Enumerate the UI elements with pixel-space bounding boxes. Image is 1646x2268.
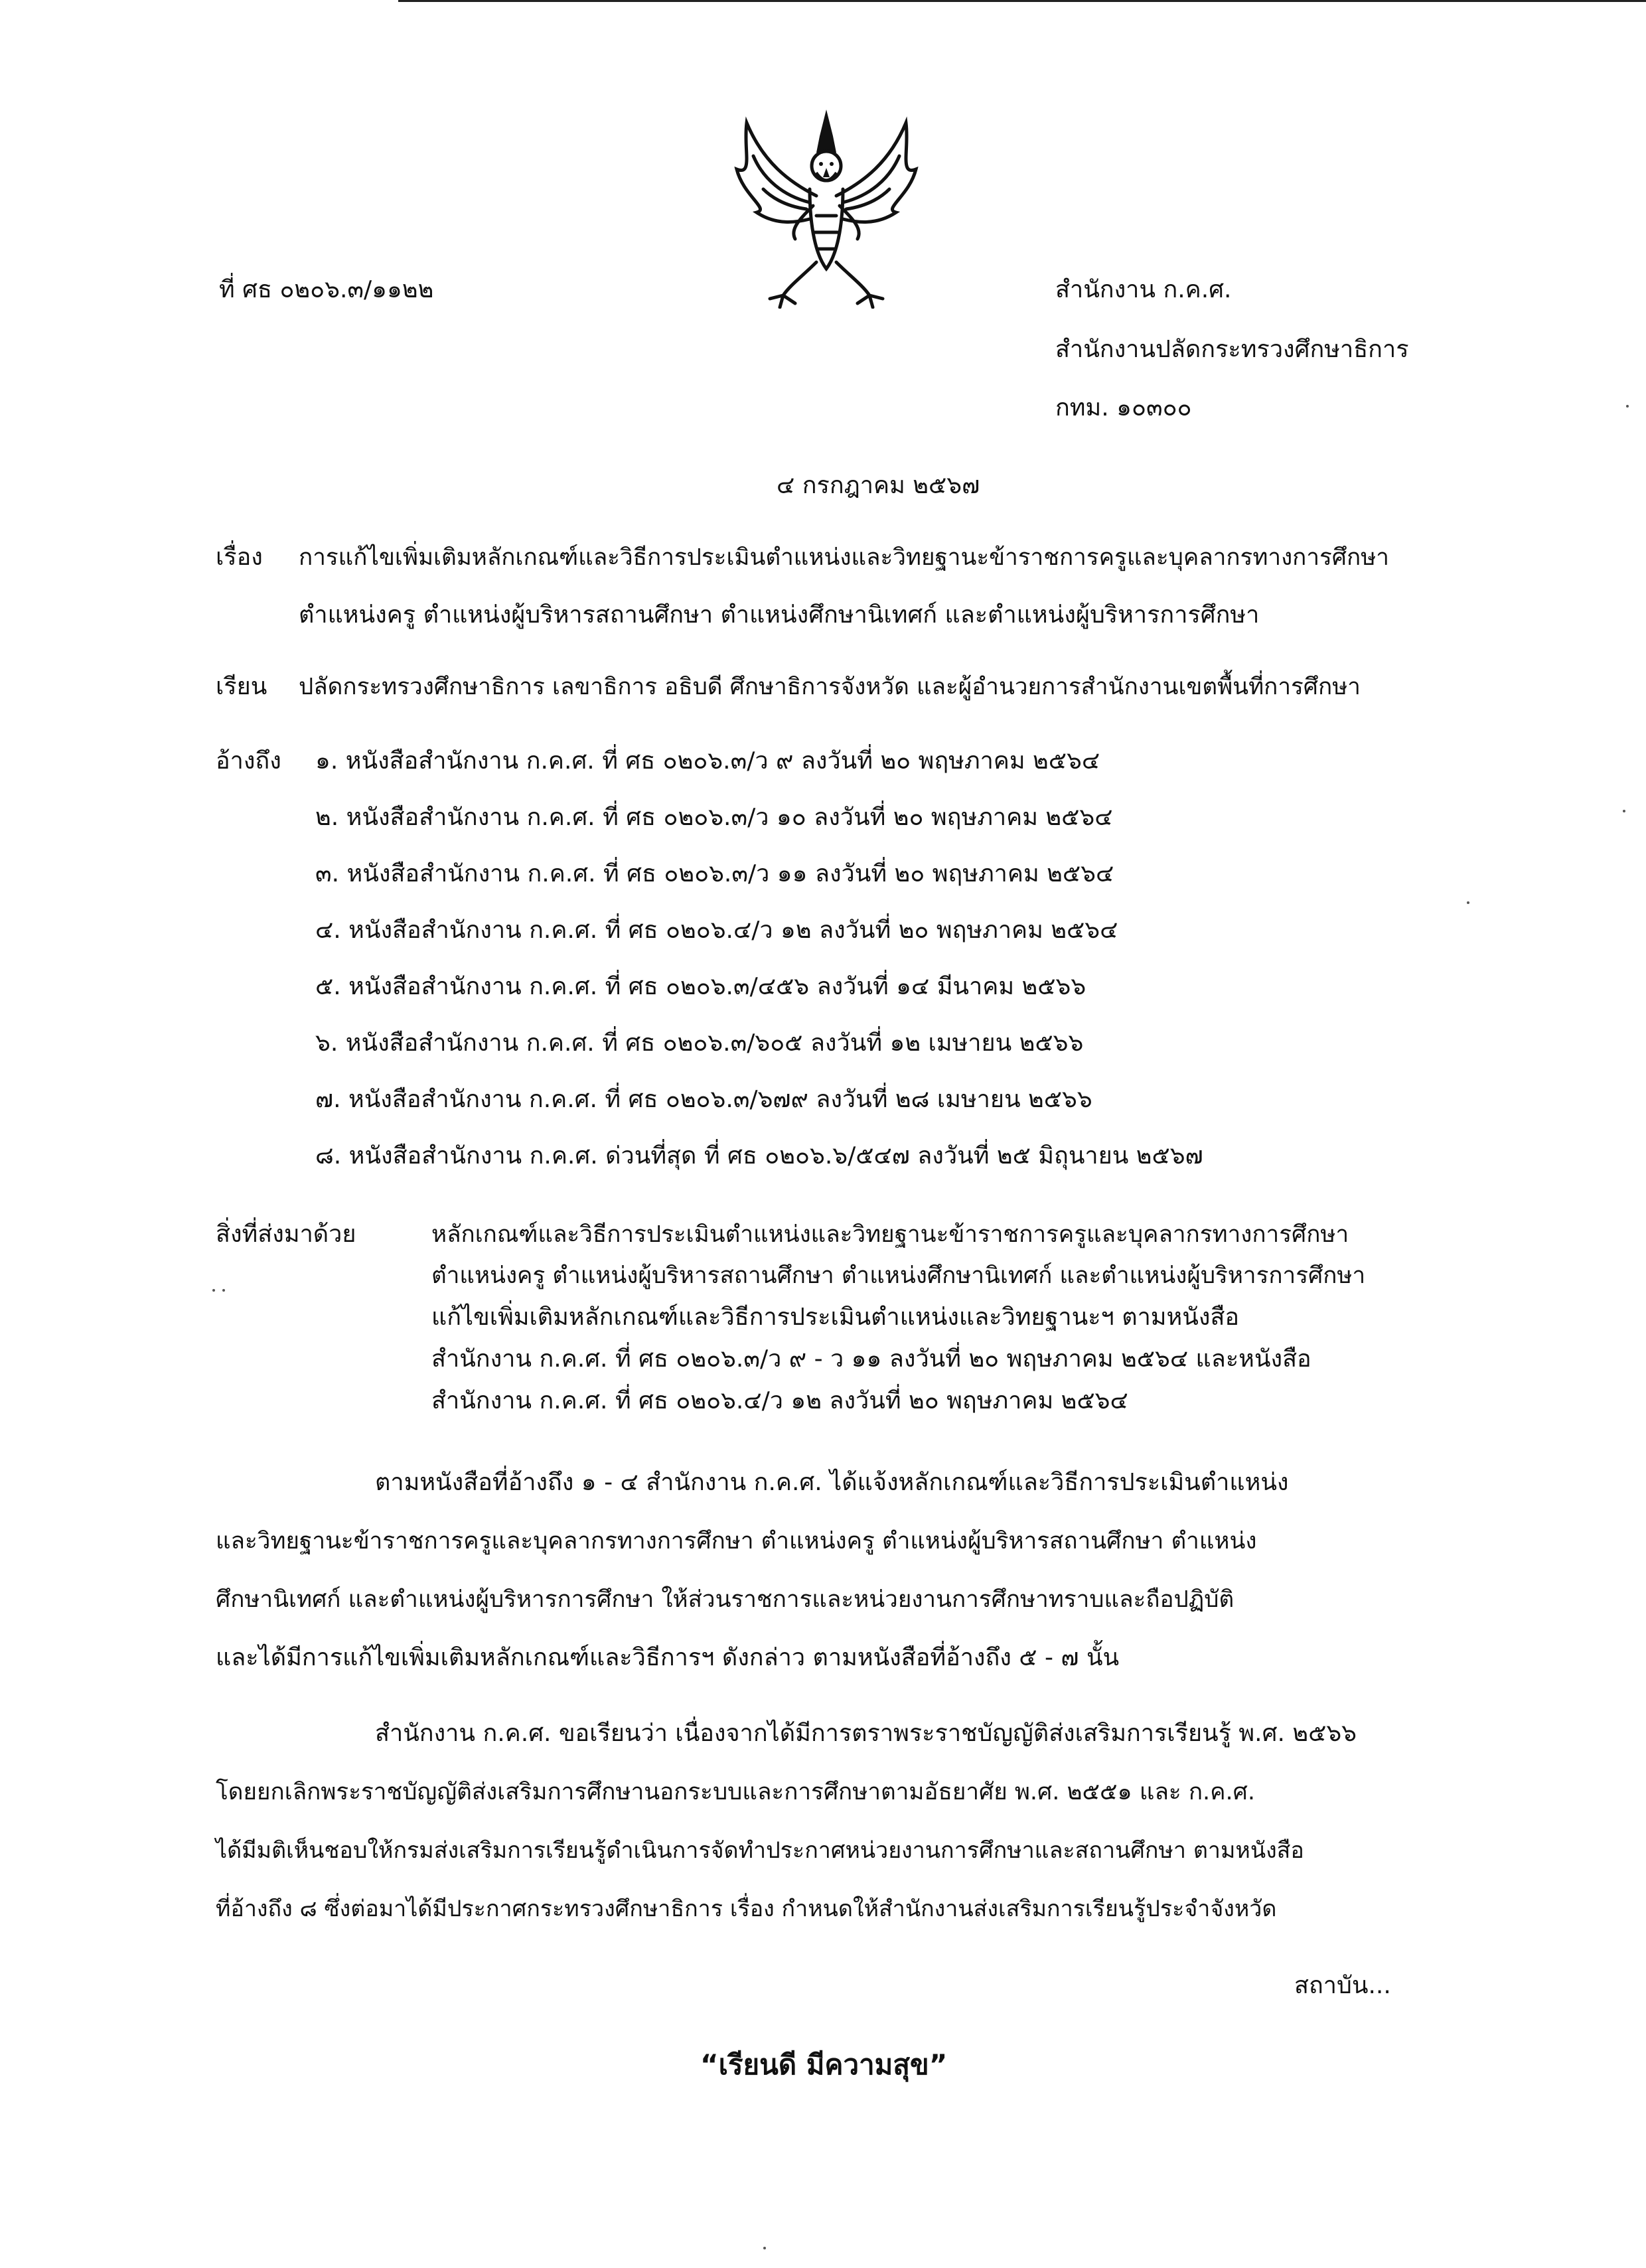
subject-label: เรื่อง	[216, 544, 263, 571]
addressee: ปลัดกระทรวงศึกษาธิการ เลขาธิการ อธิบดี ศึกษาธิการจังหวัด และผู้อำนวยการสำนักงานเขตพื้นที่การศึกษา	[299, 674, 1361, 700]
sender-office: สำนักงาน ก.ค.ศ.	[1055, 276, 1232, 303]
enclosure-line: หลักเกณฑ์และวิธีการประเมินตำแหน่งและวิทยฐานะข้าราชการครูและบุคลากรทางการศึกษา	[431, 1221, 1349, 1248]
body-paragraph-1-line: และได้มีการแก้ไขเพิ่มเติมหลักเกณฑ์และวิธีการฯ ดังกล่าว ตามหนังสือที่อ้างถึง ๕ - ๗ นั้น	[216, 1644, 1120, 1671]
top-border-line	[398, 0, 1646, 2]
reference-item: ๘. หนังสือสำนักงาน ก.ค.ศ. ด่วนที่สุด ที่ ศธ ๐๒๐๖.๖/๕๔๗ ลงวันที่ ๒๕ มิถุนายน ๒๕๖๗	[315, 1142, 1203, 1170]
document-number: ที่ ศธ ๐๒๐๖.๓/๑๑๒๒	[219, 276, 434, 303]
enclosure-line: สำนักงาน ก.ค.ศ. ที่ ศธ ๐๒๐๖.๔/ว ๑๒ ลงวันที่ ๒๐ พฤษภาคม ๒๕๖๔	[431, 1387, 1128, 1414]
scan-speck	[1626, 405, 1629, 408]
scan-speck	[1623, 810, 1625, 812]
reference-item: ๓. หนังสือสำนักงาน ก.ค.ศ. ที่ ศธ ๐๒๐๖.๓/ว ๑๑ ลงวันที่ ๒๐ พฤษภาคม ๒๕๖๔	[315, 860, 1114, 887]
slogan: “เรียนดี มีความสุข”	[700, 2048, 948, 2081]
enclosure-label: สิ่งที่ส่งมาด้วย	[216, 1221, 356, 1248]
subject-line-2: ตำแหน่งครู ตำแหน่งผู้บริหารสถานศึกษา ตำแหน่งศึกษานิเทศก์ และตำแหน่งผู้บริหารการศึกษา	[299, 601, 1260, 629]
sender-agency: สำนักงานปลัดกระทรวงศึกษาธิการ	[1055, 336, 1409, 363]
body-paragraph-2-line: ที่อ้างถึง ๘ ซึ่งต่อมาได้มีประกาศกระทรวงศึกษาธิการ เรื่อง กำหนดให้สำนักงานส่งเสริมการเรียนรู้ประจำจังหวัด	[216, 1896, 1277, 1922]
reference-label: อ้างถึง	[216, 747, 281, 775]
reference-item: ๒. หนังสือสำนักงาน ก.ค.ศ. ที่ ศธ ๐๒๐๖.๓/ว ๑๐ ลงวันที่ ๒๐ พฤษภาคม ๒๕๖๔	[315, 804, 1113, 831]
enclosure-line: ตำแหน่งครู ตำแหน่งผู้บริหารสถานศึกษา ตำแหน่งศึกษานิเทศก์ และตำแหน่งผู้บริหารการศึกษา	[431, 1262, 1366, 1289]
reference-item: ๕. หนังสือสำนักงาน ก.ค.ศ. ที่ ศธ ๐๒๐๖.๓/๔๕๖ ลงวันที่ ๑๔ มีนาคม ๒๕๖๖	[315, 973, 1086, 1000]
subject-line-1: การแก้ไขเพิ่มเติมหลักเกณฑ์และวิธีการประเมินตำแหน่งและวิทยฐานะข้าราชการครูและบุคลากรทางการศึกษา	[299, 544, 1389, 571]
scan-speck	[1467, 901, 1469, 904]
reference-item: ๑. หนังสือสำนักงาน ก.ค.ศ. ที่ ศธ ๐๒๐๖.๓/ว ๙ ลงวันที่ ๒๐ พฤษภาคม ๒๕๖๔	[315, 747, 1100, 775]
scan-speck	[763, 2247, 766, 2249]
reference-item: ๗. หนังสือสำนักงาน ก.ค.ศ. ที่ ศธ ๐๒๐๖.๓/๖๗๙ ลงวันที่ ๒๘ เมษายน ๒๕๖๖	[315, 1086, 1092, 1113]
body-paragraph-1-line: ตามหนังสือที่อ้างถึง ๑ - ๔ สำนักงาน ก.ค.ศ. ได้แจ้งหลักเกณฑ์และวิธีการประเมินตำแหน่ง	[375, 1469, 1289, 1496]
scan-speck	[222, 1289, 225, 1292]
salutation-label: เรียน	[216, 673, 267, 700]
continuation-marker: สถาบัน...	[1294, 1972, 1391, 1999]
body-paragraph-2-line: สำนักงาน ก.ค.ศ. ขอเรียนว่า เนื่องจากได้มีการตราพระราชบัญญัติส่งเสริมการเรียนรู้ พ.ศ. ๒๕๖๖	[375, 1720, 1357, 1747]
body-paragraph-1-line: ศึกษานิเทศก์ และตำแหน่งผู้บริหารการศึกษา ให้ส่วนราชการและหน่วยงานการศึกษาทราบและถือปฏิบัติ	[216, 1586, 1234, 1613]
body-paragraph-1-line: และวิทยฐานะข้าราชการครูและบุคลากรทางการศึกษา ตำแหน่งครู ตำแหน่งผู้บริหารสถานศึกษา ตำแหน่ง	[216, 1528, 1257, 1554]
letter-date: ๔ กรกฎาคม ๒๕๖๗	[777, 472, 980, 499]
reference-item: ๔. หนังสือสำนักงาน ก.ค.ศ. ที่ ศธ ๐๒๐๖.๔/ว ๑๒ ลงวันที่ ๒๐ พฤษภาคม ๒๕๖๔	[315, 917, 1118, 944]
sender-address: กทม. ๑๐๓๐๐	[1055, 394, 1192, 421]
enclosure-line: แก้ไขเพิ่มเติมหลักเกณฑ์และวิธีการประเมินตำแหน่งและวิทยฐานะฯ ตามหนังสือ	[431, 1304, 1240, 1331]
reference-item: ๖. หนังสือสำนักงาน ก.ค.ศ. ที่ ศธ ๐๒๐๖.๓/๖๐๕ ลงวันที่ ๑๒ เมษายน ๒๕๖๖	[315, 1029, 1084, 1057]
scan-speck	[212, 1289, 215, 1292]
enclosure-line: สำนักงาน ก.ค.ศ. ที่ ศธ ๐๒๐๖.๓/ว ๙ - ว ๑๑ ลงวันที่ ๒๐ พฤษภาคม ๒๕๖๔ และหนังสือ	[431, 1345, 1311, 1373]
body-paragraph-2-line: ได้มีมติเห็นชอบให้กรมส่งเสริมการเรียนรู้ดำเนินการจัดทำประกาศหน่วยงานการศึกษาและสถานศึกษา ตามหนังสือ	[216, 1837, 1304, 1864]
garuda-emblem	[717, 96, 936, 309]
body-paragraph-2-line: โดยยกเลิกพระราชบัญญัติส่งเสริมการศึกษานอกระบบและการศึกษาตามอัธยาศัย พ.ศ. ๒๕๕๑ และ ก.ค.ศ.	[216, 1779, 1256, 1805]
